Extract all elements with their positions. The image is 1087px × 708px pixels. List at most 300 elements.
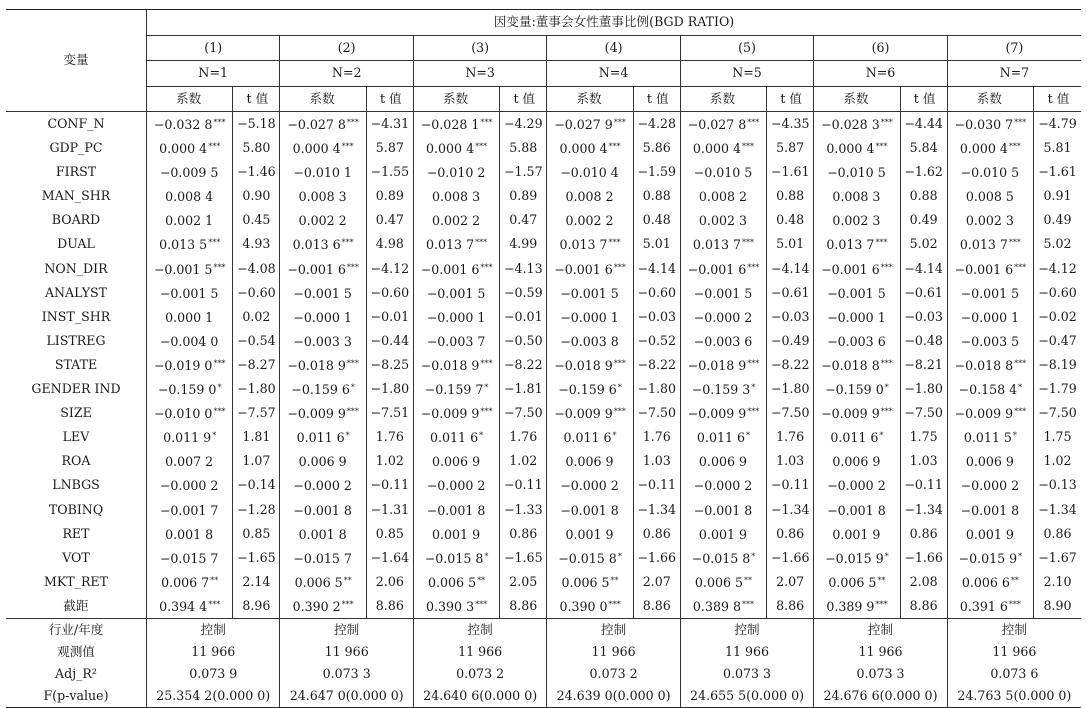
coefficient-value: 0.008 5 [965,189,1014,205]
variable-name: CONF_N [6,112,147,137]
coefficient-cell [814,232,900,256]
significance-stars: * [751,383,756,393]
coef-col-label: 系数 [947,86,1033,112]
t-value-cell: −0.60 [233,281,280,305]
table-row [6,232,1081,256]
t-value-cell: −0.11 [366,473,413,497]
coefficient-cell [680,522,766,546]
significance-stars: * [612,431,617,441]
coefficient-cell [680,570,766,594]
footer-row [6,618,1081,641]
significance-stars: ** [477,575,486,585]
variable-name: 截距 [63,597,89,613]
footer-value: 25.354 2(0.000 0) [147,685,280,708]
coefficient-cell [413,208,499,232]
significance-stars: ** [343,575,352,585]
coefficient-value: 0.002 2 [298,213,347,229]
coefficient-value: −0.019 0 [153,357,213,373]
coefficient-value: −0.001 5 [153,261,213,277]
coefficient-value: −0.028 1 [420,117,480,132]
coefficient-value: −0.030 7 [954,117,1014,132]
t-value-cell: 0.86 [633,522,680,546]
coefficient-cell [147,281,233,305]
t-col-label-text: t 值 [913,90,936,106]
footer-row [6,685,1081,708]
model-number: (5) [680,35,813,61]
coefficient-value: 0.002 3 [698,213,747,229]
significance-stars: *** [475,238,488,248]
coefficient-cell [814,329,900,353]
footer-value: 0.073 3 [814,663,947,685]
coefficient-value: −0.015 9 [958,550,1018,566]
variable-name: BOARD [51,212,101,228]
significance-stars: *** [875,238,888,248]
t-value-cell: −0.60 [366,281,413,305]
footer-value: 11 966 [280,641,413,663]
coefficient-value: 0.000 4 [426,141,475,157]
coefficient-cell [413,570,499,594]
footer-value: 24.655 5(0.000 0) [680,685,813,708]
significance-stars: *** [880,407,893,417]
variable-name: RET [62,525,90,541]
t-value-cell: −0.60 [1034,281,1081,305]
coefficient-value: −0.003 8 [560,333,619,349]
t-value-cell: 1.02 [366,449,413,473]
coefficient-cell [547,160,633,184]
coefficient-cell [147,498,233,522]
t-value-cell: 5.84 [900,136,947,160]
t-value-cell: 0.86 [500,522,547,546]
coefficient-cell [814,112,900,137]
footer-value: 11 966 [147,641,280,663]
coefficient-value: 0.008 4 [165,189,214,205]
coefficient-value: −0.015 8 [691,550,751,566]
sample-n-label: N=5 [680,61,813,87]
significance-stars: *** [1008,599,1021,609]
significance-stars: *** [213,118,226,127]
coefficient-cell [280,329,366,353]
coefficient-value: −0.010 4 [560,165,619,181]
significance-stars: *** [747,118,760,127]
significance-stars: ** [1010,575,1019,585]
coefficient-cell [280,232,366,256]
coefficient-value: 0.002 3 [832,213,881,229]
footer-value: 24.639 0(0.000 0) [547,685,680,708]
table-row [6,401,1081,425]
t-value-cell: −0.49 [767,329,814,353]
t-col-label-text: t 值 [1047,90,1070,106]
coefficient-cell [413,425,499,449]
coefficient-cell [280,449,366,473]
coefficient-cell [147,522,233,546]
significance-stars: *** [346,118,359,127]
coef-col-label: 系数 [547,86,633,112]
coefficient-value: −0.027 9 [554,117,613,132]
significance-stars: *** [613,118,626,127]
coefficient-value: −0.001 8 [693,502,753,518]
t-value-cell: 8.86 [500,594,547,619]
sample-n-label: N=7 [947,61,1081,87]
coefficient-cell [680,546,766,570]
model-number: (3) [413,35,546,61]
t-value-cell: −4.14 [900,257,947,281]
t-value-cell: 5.87 [366,136,413,160]
t-value-cell: 1.02 [1034,449,1081,473]
sample-n-label: N=2 [280,61,413,87]
model-number: (6) [814,35,947,61]
coefficient-cell [147,546,233,570]
significance-stars: * [217,383,222,393]
coefficient-cell [680,498,766,522]
variable-name: NON_DIR [44,260,108,276]
coefficient-cell [280,257,366,281]
coefficient-cell [814,546,900,570]
coefficient-cell [814,353,900,377]
footer-value: 11 966 [680,641,813,663]
sample-n-label: N=1 [147,61,280,87]
coefficient-value: −0.004 0 [159,333,219,349]
coefficient-value: −0.000 1 [827,309,886,325]
coefficient-cell [280,401,366,425]
t-value-cell: −0.61 [900,281,947,305]
footer-value: 控制 [814,618,947,641]
coefficient-value: 0.394 4 [159,598,208,614]
footer-label: 观测值 [57,644,95,660]
t-value-cell: −1.81 [500,377,547,401]
t-value-cell: −1.61 [1034,160,1081,184]
footer-label: Adj_R² [55,666,97,682]
coefficient-value: −0.009 5 [159,165,219,181]
variable-name: ANALYST [44,284,108,300]
table-row [6,570,1081,594]
coefficient-value: −0.000 2 [560,478,619,494]
coefficient-value: 0.007 2 [165,454,214,470]
t-value-cell: −4.29 [500,112,547,137]
t-col-label [767,86,814,112]
significance-stars: *** [480,358,493,368]
footer-value: 控制 [280,618,413,641]
coefficient-cell [547,232,633,256]
footer-value: 24.640 6(0.000 0) [413,685,546,708]
t-value-cell: −0.60 [633,281,680,305]
table-row [6,522,1081,546]
t-value-cell: 5.02 [1034,232,1081,256]
coefficient-value: 0.002 2 [432,213,481,229]
t-value-cell: −4.44 [900,112,947,137]
footer-value: 24.763 5(0.000 0) [947,685,1081,708]
t-value-cell: 8.86 [633,594,680,619]
t-value-cell: −1.66 [633,546,680,570]
coefficient-cell [547,305,633,329]
t-value-cell: −4.31 [366,112,413,137]
coefficient-value: 0.006 5 [828,574,877,590]
t-value-cell: −1.59 [633,160,680,184]
t-value-cell: −0.03 [767,305,814,329]
coefficient-value: −0.009 9 [687,406,747,422]
coefficient-value: 0.008 3 [432,189,481,205]
coefficient-cell [413,257,499,281]
coefficient-value: −0.001 8 [960,502,1020,518]
coefficient-cell [413,305,499,329]
significance-stars: * [884,383,889,393]
coefficient-value: 0.391 6 [959,598,1008,614]
t-value-cell: 0.02 [233,305,280,329]
coefficient-value: 0.011 9 [163,430,212,446]
coefficient-value: 0.006 5 [428,574,477,590]
t-col-label-text: t 值 [379,90,402,106]
coefficient-value: −0.000 2 [693,309,753,325]
coefficient-value: 0.013 5 [159,237,208,253]
coefficient-cell [413,522,499,546]
t-col-label [500,86,547,112]
significance-stars: *** [1008,238,1021,248]
coefficient-value: −0.001 5 [426,285,486,301]
coefficient-value: −0.000 2 [159,478,219,494]
coefficient-cell [280,498,366,522]
t-value-cell: 8.86 [767,594,814,619]
coefficient-cell [280,305,366,329]
coefficient-value: −0.000 1 [560,309,619,325]
t-value-cell: 1.81 [233,425,280,449]
variable-name: LISTREG [46,332,106,348]
coefficient-cell [680,160,766,184]
coefficient-value: 0.002 1 [165,213,214,229]
coefficient-cell [947,136,1033,160]
t-value-cell: −0.02 [1034,305,1081,329]
significance-stars: *** [742,238,754,248]
significance-stars: *** [1014,118,1027,127]
coefficient-value: 0.000 4 [292,141,341,157]
significance-stars: ** [877,575,886,585]
coefficient-value: −0.009 9 [287,406,346,422]
variable-name: INST_SHR [41,308,111,324]
t-value-cell: 1.02 [500,449,547,473]
significance-stars: *** [747,262,760,272]
coefficient-cell [814,449,900,473]
coefficient-value: −0.000 1 [426,309,486,325]
sample-n-label: N=6 [814,61,947,87]
coefficient-value: −0.010 2 [426,165,486,181]
significance-stars: * [484,383,489,393]
t-value-cell: −4.14 [767,257,814,281]
coefficient-value: 0.008 2 [698,189,747,205]
t-value-cell: 8.96 [233,594,280,619]
footer-row [6,641,1081,663]
significance-stars: *** [341,599,354,609]
t-value-cell: −7.57 [233,401,280,425]
coefficient-cell [947,522,1033,546]
model-number: (7) [947,35,1081,61]
coefficient-cell [147,208,233,232]
coefficient-cell [280,353,366,377]
coefficient-value: −0.000 2 [426,478,486,494]
significance-stars: *** [880,358,893,368]
significance-stars: *** [742,142,754,152]
t-value-cell: −0.47 [1034,329,1081,353]
coefficient-value: 0.006 9 [298,454,347,470]
t-value-cell: 1.76 [767,425,814,449]
coefficient-cell [147,377,233,401]
coefficient-value: −0.015 8 [424,550,484,566]
coefficient-cell [280,136,366,160]
footer-label: 行业/年度 [6,618,147,641]
coefficient-cell [947,329,1033,353]
coefficient-value: −0.000 2 [693,478,753,494]
coefficient-value: −0.001 5 [293,285,352,301]
coefficient-cell [680,377,766,401]
significance-stars: *** [475,142,488,152]
coefficient-value: 0.006 9 [965,454,1014,470]
t-value-cell: −7.50 [1034,401,1081,425]
coefficient-value: −0.009 9 [554,406,613,422]
significance-stars: * [1018,383,1023,393]
significance-stars: *** [341,142,354,152]
coefficient-value: 0.013 7 [826,237,875,253]
t-value-cell: −0.61 [767,281,814,305]
t-value-cell: 1.07 [233,449,280,473]
coefficient-cell [147,594,233,619]
coefficient-value: 0.006 6 [961,574,1010,590]
coefficient-cell [147,449,233,473]
t-value-cell: −8.25 [366,353,413,377]
coefficient-value: −0.000 1 [293,309,352,325]
variable-name: STATE [54,356,98,372]
t-value-cell: −1.80 [767,377,814,401]
t-value-cell: 5.86 [633,136,680,160]
coefficient-cell [413,136,499,160]
t-col-label [1034,86,1081,112]
t-value-cell: 5.87 [767,136,814,160]
coefficient-cell [680,184,766,208]
coefficient-value: 0.006 7 [161,574,210,590]
variable-name: VOT [62,549,90,565]
t-col-label [366,86,413,112]
coefficient-cell [147,570,233,594]
coefficient-cell [147,401,233,425]
coefficient-cell [680,425,766,449]
t-value-cell: −8.22 [767,353,814,377]
t-value-cell: 2.14 [233,570,280,594]
significance-stars: ** [610,575,619,585]
significance-stars: *** [213,407,226,417]
coefficient-cell [814,570,900,594]
t-value-cell: −1.57 [500,160,547,184]
footer-value: 11 966 [814,641,947,663]
coefficient-value: 0.008 3 [298,189,347,205]
coefficient-cell [680,473,766,497]
coefficient-cell [147,184,233,208]
coefficient-cell [547,257,633,281]
coefficient-value: −0.009 9 [821,406,880,422]
coefficient-value: −0.003 5 [960,333,1020,349]
coefficient-value: 0.390 0 [559,598,608,614]
t-value-cell: 1.03 [767,449,814,473]
coefficient-value: 0.006 9 [698,454,747,470]
t-col-label-text: t 值 [246,90,269,106]
t-value-cell: 5.01 [767,232,814,256]
coefficient-cell [680,281,766,305]
model-number-row [6,35,1081,61]
coefficient-value: −0.000 1 [960,309,1020,325]
variable-header: 变量 [6,10,147,112]
significance-stars: *** [480,407,493,417]
t-value-cell: −1.65 [233,546,280,570]
footer-value: 0.073 3 [280,663,413,685]
footer-value: 11 966 [947,641,1081,663]
footer-value: 控制 [547,618,680,641]
table-row [6,208,1081,232]
t-value-cell: 0.89 [500,184,547,208]
model-number: (2) [280,35,413,61]
t-value-cell: −1.62 [900,160,947,184]
coefficient-cell [147,112,233,137]
table-row [6,329,1081,353]
significance-stars: *** [213,358,226,368]
coefficient-value: −0.010 5 [960,165,1020,181]
t-value-cell: 4.93 [233,232,280,256]
coefficient-value: 0.013 7 [959,237,1008,253]
t-value-cell: −4.13 [500,257,547,281]
t-value-cell: −4.35 [767,112,814,137]
significance-stars: *** [747,358,760,368]
coefficient-value: 0.001 8 [165,526,214,542]
variable-name: LEV [62,429,90,445]
table-row [6,594,1081,619]
coefficient-value: −0.001 6 [687,261,747,277]
coefficient-cell [413,184,499,208]
variable-name: LNBGS [52,477,100,493]
table-row [6,136,1081,160]
coefficient-cell [680,594,766,619]
coefficient-cell [547,498,633,522]
coefficient-cell [814,377,900,401]
t-value-cell: −1.64 [366,546,413,570]
significance-stars: *** [1008,142,1021,152]
coefficient-cell [947,377,1033,401]
coefficient-value: −0.015 7 [159,550,219,566]
coefficient-value: 0.390 2 [292,598,341,614]
coefficient-value: 0.002 2 [565,213,614,229]
footer-value: 控制 [147,618,280,641]
coefficient-cell [547,329,633,353]
t-value-cell: 1.76 [366,425,413,449]
coefficient-cell [947,570,1033,594]
coefficient-cell [680,136,766,160]
coefficient-cell [814,208,900,232]
coefficient-value: 0.001 8 [298,526,347,542]
coefficient-cell [547,208,633,232]
t-value-cell: −0.13 [1034,473,1081,497]
coefficient-cell [547,570,633,594]
coefficient-value: 0.006 5 [694,574,743,590]
coefficient-cell [413,594,499,619]
significance-stars: *** [875,599,888,609]
coefficient-value: 0.011 6 [830,430,879,446]
t-col-label [900,86,947,112]
coefficient-value: −0.018 9 [687,357,747,373]
footer-value: 控制 [947,618,1081,641]
significance-stars: * [350,383,355,393]
t-value-cell: −4.14 [633,257,680,281]
t-value-cell: 0.91 [1034,184,1081,208]
table-row [6,257,1081,281]
t-value-cell: 0.90 [233,184,280,208]
t-value-cell: −0.11 [500,473,547,497]
t-value-cell: −0.59 [500,281,547,305]
coefficient-value: −0.003 7 [426,333,486,349]
footer-value: 0.073 2 [547,663,680,685]
t-value-cell: −1.34 [900,498,947,522]
